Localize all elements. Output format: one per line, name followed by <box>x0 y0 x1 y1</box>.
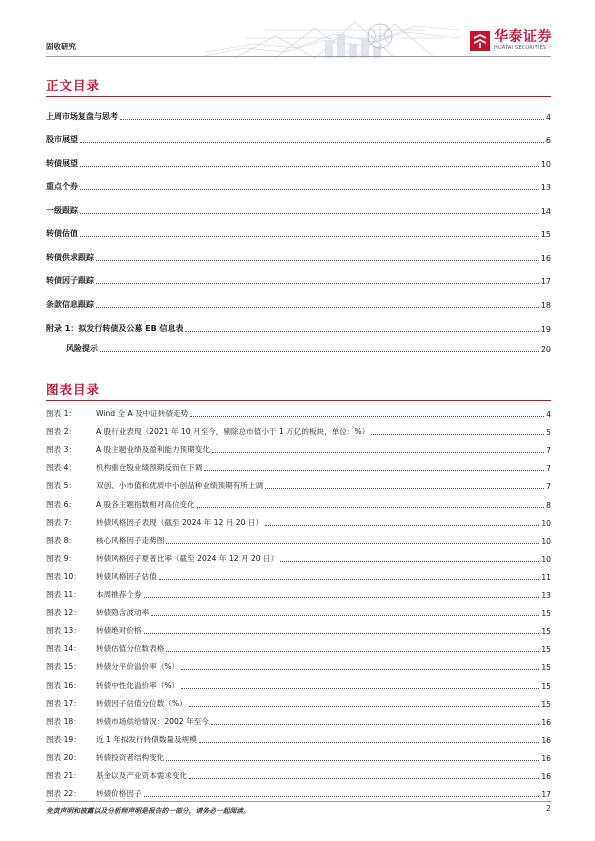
toc-entry-page: 10 <box>540 160 551 169</box>
toc-leader-dots <box>80 236 539 237</box>
toc-entry[interactable] <box>66 342 551 354</box>
figure-page: 17 <box>541 790 551 800</box>
huatai-logo-icon <box>470 31 490 51</box>
toc-entry[interactable] <box>46 322 551 334</box>
figure-entry[interactable] <box>46 443 551 455</box>
figure-page: 13 <box>541 591 551 600</box>
figure-page: 15 <box>541 663 551 673</box>
header-divider <box>46 56 551 57</box>
toc-entry-page: 13 <box>540 183 551 192</box>
figure-number: 图表 17： <box>46 698 81 708</box>
figure-title: Wind 全 A 及中证转债走势 <box>96 409 189 418</box>
figure-title: 转债绝对价格 <box>96 626 142 636</box>
figure-page: 7 <box>546 464 551 474</box>
figure-leader-dots <box>265 525 539 526</box>
figure-title: A 股各主题指数相对高位变化 <box>96 499 195 509</box>
toc-leader-dots <box>96 307 539 308</box>
figure-page: 15 <box>541 627 551 637</box>
figure-title: A 股主题业绩及盈利能力预期变化 <box>96 445 210 455</box>
figure-title: 双创、小市值和优质中小创品种业绩预期有所上调 <box>96 481 264 491</box>
toc-entry[interactable] <box>46 251 551 263</box>
figure-leader-dots <box>151 615 539 616</box>
figure-leader-dots <box>144 796 540 797</box>
toc-entry-label: 上周市场复盘与思考 <box>46 112 118 121</box>
figure-entry[interactable] <box>46 660 551 672</box>
figure-title: 转债估值分位数表格 <box>96 644 165 654</box>
figure-title: 转债价格因子 <box>96 789 142 799</box>
toc-entry-page: 14 <box>540 207 551 216</box>
figure-page: 7 <box>546 446 551 456</box>
figure-entry[interactable] <box>46 642 551 654</box>
figure-page: 15 <box>541 681 551 691</box>
figure-number: 图表 11： <box>46 590 81 599</box>
figure-number: 图表 4： <box>46 463 77 473</box>
toc-entry[interactable] <box>46 133 551 145</box>
toc-entry[interactable] <box>46 110 551 122</box>
figure-title: 基金以及产业资本需求变化 <box>96 771 188 780</box>
toc-entry[interactable] <box>46 298 551 310</box>
figure-page: 8 <box>546 500 551 510</box>
figure-page: 10 <box>541 536 551 546</box>
toc-entry-label: 转债因子跟踪 <box>46 276 94 285</box>
figure-leader-dots <box>159 579 540 580</box>
toc-entry-page: 16 <box>540 254 551 263</box>
figure-title: 转债因子估值分位数（%） <box>96 698 187 708</box>
figure-number: 图表 6： <box>46 499 77 509</box>
toc-entry-label: 条款信息跟踪 <box>46 300 94 309</box>
toc-entry-page: 20 <box>540 345 551 354</box>
toc-title <box>46 76 100 94</box>
toc-title-text: 正文目录 <box>46 78 101 93</box>
logo-name: 华泰证券 <box>494 29 552 45</box>
figure-entry[interactable] <box>46 425 551 437</box>
toc-entry[interactable] <box>46 274 551 286</box>
figure-leader-dots <box>166 651 539 652</box>
figure-number: 图表 9： <box>46 553 77 563</box>
figure-entry[interactable] <box>46 787 551 799</box>
figure-title: 核心风格因子走势图 <box>96 535 165 545</box>
report-category-label: 固收研究 <box>46 42 76 51</box>
figure-entry[interactable] <box>46 407 551 419</box>
figure-leader-dots <box>197 507 544 508</box>
figure-page: 5 <box>546 428 551 438</box>
toc-leader-dots <box>80 166 539 167</box>
figure-leader-dots <box>190 416 544 417</box>
figure-page: 4 <box>546 410 551 419</box>
toc-entry-page: 19 <box>540 325 551 334</box>
figure-title: 转债风格因子夏普比率（截至 2024 年 12 月 20 日） <box>96 553 279 563</box>
logo-english-name: HUATAI SECURITIES <box>494 45 547 51</box>
figure-leader-dots <box>371 434 544 435</box>
figure-leader-dots <box>144 597 540 598</box>
figure-page: 16 <box>541 753 551 763</box>
toc-leader-dots <box>80 213 539 214</box>
figures-title-text: 图表目录 <box>46 382 101 397</box>
figure-entry[interactable] <box>46 697 551 709</box>
figure-leader-dots <box>181 688 539 689</box>
figure-leader-dots <box>166 760 539 761</box>
figure-title: 转债投资者结构变化 <box>96 752 165 762</box>
figure-entry[interactable] <box>46 534 551 546</box>
figure-title: 转债市场供给情况：2002 年至今 <box>96 716 209 726</box>
figure-leader-dots <box>211 724 539 725</box>
figure-entry[interactable] <box>46 624 551 636</box>
toc-entry-label: 一级跟踪 <box>46 206 78 215</box>
figure-leader-dots <box>199 742 540 743</box>
figure-page: 16 <box>541 772 551 781</box>
figure-title: 转债风格因子估值 <box>96 571 157 581</box>
figure-number: 图表 1： <box>46 409 77 418</box>
figure-number: 图表 7： <box>46 517 77 527</box>
figure-number: 图表 21： <box>46 771 81 780</box>
figure-number: 图表 15： <box>46 662 81 672</box>
figure-title: 转债中性化溢价率（%） <box>96 680 180 690</box>
figure-number: 图表 5： <box>46 481 77 491</box>
figure-leader-dots <box>189 778 539 779</box>
figure-number: 图表 13： <box>46 626 81 636</box>
figure-entry[interactable] <box>46 461 551 473</box>
toc-entry-label: 重点个券 <box>46 182 78 191</box>
figure-leader-dots <box>280 561 539 562</box>
figure-leader-dots <box>189 706 540 707</box>
toc-leader-dots <box>96 260 539 261</box>
figures-title <box>46 380 100 398</box>
toc-entry-page: 15 <box>540 230 551 239</box>
figures-title-underline <box>46 400 551 401</box>
figure-page: 10 <box>541 554 551 564</box>
toc-entry[interactable] <box>46 204 551 216</box>
figure-page: 11 <box>541 572 551 582</box>
toc-entry[interactable] <box>46 157 551 169</box>
figure-number: 图表 3： <box>46 445 77 455</box>
toc-entry-label: 转债供求跟踪 <box>46 253 94 262</box>
figure-entry[interactable] <box>46 516 551 528</box>
toc-entry-label: 股市展望 <box>46 135 78 144</box>
figure-page: 16 <box>541 717 551 727</box>
figure-number: 图表 12： <box>46 608 81 618</box>
figure-leader-dots <box>181 669 539 670</box>
figure-title: 机构重仓股业绩预期反而在下调 <box>96 463 203 473</box>
figure-number: 图表 2： <box>46 427 77 437</box>
figure-leader-dots <box>265 488 544 489</box>
toc-leader-dots <box>80 189 539 190</box>
toc-entry-label: 转债估值 <box>46 229 78 238</box>
figure-title: 转债分平价溢价率（%） <box>96 662 180 672</box>
figure-leader-dots <box>212 452 544 453</box>
figure-page: 15 <box>541 699 551 709</box>
figure-entry[interactable] <box>46 570 551 582</box>
toc-title-underline <box>46 96 551 97</box>
figure-entry[interactable] <box>46 679 551 691</box>
toc-entry-page: 17 <box>540 277 551 286</box>
figure-entry[interactable] <box>46 751 551 763</box>
figure-page: 15 <box>541 645 551 655</box>
figure-title: 近 1 年拟发行转债数量及规模 <box>96 734 197 744</box>
figure-title: A 股行业表现（2021 年 10 月至今，剔除总市值小于 1 万亿的板块，单位：%） <box>96 427 370 437</box>
figure-entry[interactable] <box>46 769 551 781</box>
toc-leader-dots <box>185 331 538 332</box>
figure-page: 10 <box>541 518 551 528</box>
toc-entry-label: 风险提示 <box>66 344 98 353</box>
toc-entry[interactable] <box>46 227 551 239</box>
toc-entry-page: 4 <box>545 113 551 122</box>
figure-title: 转债隐含波动率 <box>96 608 150 618</box>
figure-entry[interactable] <box>46 552 551 564</box>
toc-entry-page: 18 <box>540 301 551 310</box>
toc-leader-dots <box>100 351 539 352</box>
toc-entry-page: 6 <box>545 136 551 145</box>
toc-leader-dots <box>120 119 544 120</box>
footer-divider <box>46 801 551 802</box>
figure-title: 转债风格因子表现（截至 2024 年 12 月 20 日） <box>96 517 264 527</box>
figure-number: 图表 16： <box>46 680 81 690</box>
figure-entry[interactable] <box>46 498 551 510</box>
figure-number: 图表 19： <box>46 734 81 744</box>
toc-entry-label: 转债展望 <box>46 159 78 168</box>
header-decorative-graphic <box>205 18 460 58</box>
huatai-logo <box>470 30 552 51</box>
figure-leader-dots <box>144 633 540 634</box>
page-number: 2 <box>545 804 551 813</box>
figure-page: 15 <box>541 609 551 619</box>
figure-entry[interactable] <box>46 715 551 727</box>
figure-number: 图表 20： <box>46 752 81 762</box>
figure-number: 图表 14： <box>46 644 81 654</box>
figure-leader-dots <box>204 470 544 471</box>
figure-number: 图表 8： <box>46 535 77 545</box>
toc-entry[interactable] <box>46 180 551 192</box>
figure-entry[interactable] <box>46 479 551 491</box>
toc-entry-label: 附录 1：拟发行转债及公募 EB 信息表 <box>46 324 184 333</box>
figure-title: 本周推荐个券 <box>96 590 142 599</box>
figure-entry[interactable] <box>46 733 551 745</box>
figure-number: 图表 18： <box>46 716 81 726</box>
figure-entry[interactable] <box>46 606 551 618</box>
toc-leader-dots <box>80 142 544 143</box>
figure-number: 图表 10： <box>46 571 81 581</box>
toc-leader-dots <box>96 283 539 284</box>
figure-page: 16 <box>541 735 551 745</box>
footer-disclaimer: 免责声明和披露以及分析师声明是报告的一部分，请务必一起阅读。 <box>46 807 250 815</box>
figure-page: 7 <box>546 482 551 492</box>
figure-leader-dots <box>166 543 539 544</box>
figure-number: 图表 22： <box>46 789 81 799</box>
figure-entry[interactable] <box>46 588 551 600</box>
